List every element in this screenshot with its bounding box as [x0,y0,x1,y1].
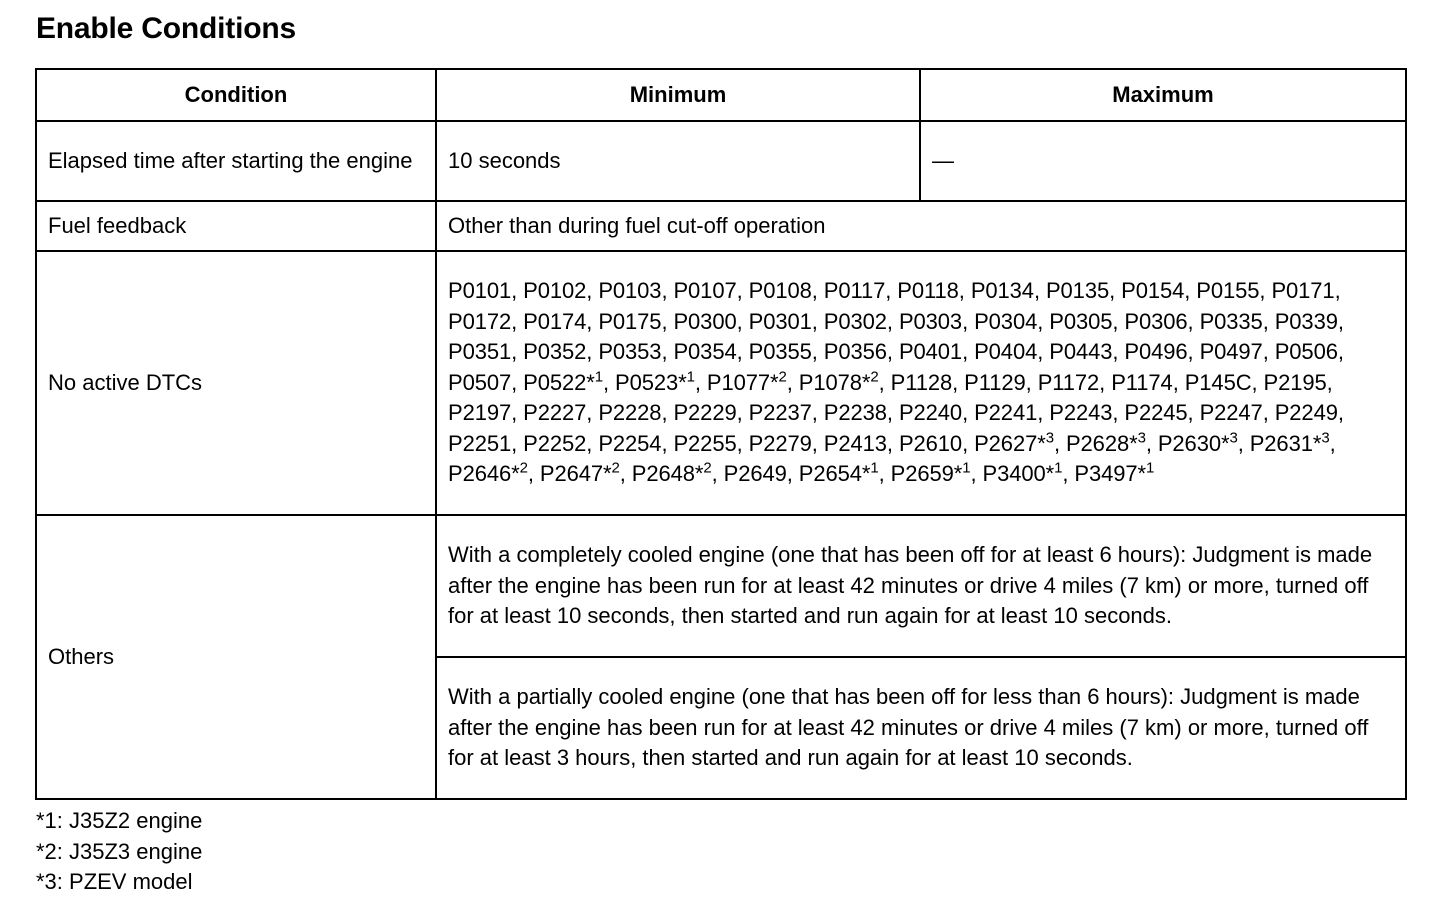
dtc-code: P2241 [974,400,1038,426]
table-row-others-full [36,515,1406,657]
cell-maximum: — [920,121,1406,201]
dtc-code: P1174 [1111,369,1173,395]
dtc-code: P0353 [598,339,662,365]
cell-fully-cooled: With a completely cooled engine (one that has been off for at least 6 hours): Judgment is made after the engine has been run for at least 42 minutes or drive 4 miles (7 km) or more, turned off for at least 10 seconds, then started and run again for at least 10 seconds. [436,515,1406,657]
dtc-code: P0102 [523,277,587,303]
dtc-code: P0171 [1271,277,1335,303]
dtc-code: P0303 [898,308,963,334]
dtc-footnote-marker: 1 [1146,460,1155,478]
dtc-code: P2659 [890,461,954,487]
dtc-code: P0175 [598,308,662,334]
header-condition: Condition [36,69,436,121]
dtc-code: P145C [1184,369,1252,395]
dtc-code: P1129 [964,369,1026,395]
dtc-code: P2247 [1199,400,1263,426]
dtc-code: P0523 [615,369,679,395]
dtc-code: P2237 [748,400,812,426]
dtc-code: P0496 [1124,339,1188,365]
table-row-elapsed-time [36,121,1406,201]
dtc-footnote-marker: 2 [519,460,528,478]
footnote: *3: PZEV model [36,869,193,895]
dtc-code: P0443 [1049,339,1113,365]
dtc-code: P0134 [970,277,1034,303]
dtc-code: P2243 [1049,400,1113,426]
dtc-code: P0522 [523,369,587,395]
dtc-code: P0300 [673,308,737,334]
dtc-code: P2279 [748,430,812,456]
dtc-code: P0401 [898,339,963,365]
dtc-footnote-marker: 3 [1229,429,1238,447]
dtc-code: P2627 [974,430,1038,456]
dtc-code: P0304 [974,308,1038,334]
cell-condition: No active DTCs [36,251,436,515]
cell-condition: Elapsed time after starting the engine [36,121,436,201]
dtc-code: P0354 [673,339,737,365]
cell-partially-cooled: With a partially cooled engine (one that has been off for less than 6 hours): Judgment is made after the engine has been run for at least 42 minutes or drive 4 miles (7 km) or more, turned off for at least 3 hours, then started and run again for at least 10 seconds. [436,657,1406,799]
footnotes [36,806,202,898]
dtc-code: P2648 [631,461,695,487]
dtc-code: P0507 [448,369,512,395]
dtc-code: P0356 [823,339,887,365]
dtc-code: P0355 [748,339,812,365]
dtc-code: P2649 [723,461,787,487]
dtc-code: P2254 [598,430,662,456]
dtc-footnote-marker: 2 [611,460,620,478]
dtc-code: P2195 [1263,369,1327,395]
dtc-code: P2249 [1274,400,1338,426]
dtc-code: P0172 [448,308,512,334]
dtc-code: P1128 [890,369,953,395]
dtc-footnote-marker: 1 [594,368,603,386]
dtc-code: P0506 [1274,339,1338,365]
dtc-code: P0335 [1199,308,1263,334]
dtc-code: P1077 [706,369,771,395]
dtc-footnote-marker: 3 [1045,429,1054,447]
dtc-code: P0305 [1049,308,1113,334]
dtc-code: P2229 [673,400,737,426]
dtc-code: P0404 [974,339,1038,365]
dtc-footnote-marker: 3 [1137,429,1146,447]
dtc-code: P2630 [1157,430,1221,456]
dtc-footnote-marker: 1 [686,368,695,386]
cell-condition: Others [36,515,436,799]
enable-conditions-table [35,68,1407,800]
dtc-code: P0301 [748,308,812,334]
dtc-code: P0352 [523,339,587,365]
dtc-code: P0118 [897,277,959,303]
dtc-footnote-marker: 2 [703,460,712,478]
dtc-code: P2245 [1124,400,1188,426]
dtc-footnote-marker: 1 [962,460,971,478]
dtc-footnote-marker: 1 [870,460,879,478]
dtc-code: P0302 [823,308,887,334]
dtc-code: P2240 [898,400,963,426]
dtc-code: P3497 [1074,461,1138,487]
dtc-code: P0154 [1121,277,1185,303]
dtc-code: P2251 [448,430,512,456]
page-title: Enable Conditions [36,12,296,45]
dtc-code: P2647 [539,461,603,487]
dtc-code: P2413 [823,430,887,456]
footnote: *2: J35Z3 engine [36,838,203,864]
dtc-code: P0351 [448,339,512,365]
table-row-no-active-dtcs [36,251,1406,515]
header-minimum: Minimum [436,69,920,121]
dtc-code: P2654 [798,461,862,487]
dtc-code: P2227 [523,400,587,426]
dtc-code: P0103 [598,277,662,303]
dtc-code: P2631 [1249,430,1313,456]
dtc-code: P2628 [1065,430,1130,456]
dtc-code: P2255 [673,430,737,456]
table-header-row [36,69,1406,121]
dtc-code: P0339 [1274,308,1338,334]
dtc-footnote-marker: 2 [778,368,787,386]
dtc-code: P2646 [448,461,512,487]
dtc-code: P0135 [1045,277,1110,303]
dtc-code: P0155 [1196,277,1260,303]
dtc-code: P3400 [982,461,1046,487]
dtc-code: P0174 [523,308,587,334]
dtc-code: P1078 [798,369,862,395]
header-maximum: Maximum [920,69,1406,121]
dtc-footnote-marker: 3 [1321,429,1330,447]
dtc-footnote-marker: 1 [1054,460,1063,478]
dtc-code: P0108 [748,277,812,303]
dtc-code: P0117 [823,277,886,303]
dtc-footnote-marker: 2 [870,368,879,386]
cell-minimum: 10 seconds [436,121,920,201]
dtc-code: P2228 [598,400,662,426]
dtc-code: P1172 [1037,369,1100,395]
dtc-code: P0497 [1199,339,1263,365]
cell-condition: Fuel feedback [36,201,436,251]
footnote: *1: J35Z2 engine [36,808,203,833]
dtc-code: P2610 [898,430,963,456]
dtc-code: P0306 [1124,308,1188,334]
cell-value: Other than during fuel cut-off operation [436,201,1406,251]
dtc-list: P0101, P0102, P0103, P0107, P0108, P0117, P0118, P0134, P0135, P0154, P0155, P0171, P0172, P0174, P0175, P0300, P0301, P0302, P0303, P0304, P0305, P0306, P0335, P0339, P0351, P0352, P0353, P0354, P0355, P0356, P0401, P0404, P0443, P0496, P0497, P0506, P0507, P0522*$^1$, P0523*$^1$, P1077*$^2$, P1078*$^2$, P1128, P1129, P1172, P1174, P145C, P2195, P2197, P2227, P2228, P2229, P2237, P2238, P2240, P2241, P2243, P2245, P2247, P2249, P2251, P2252, P2254, P2255, P2279, P2413, P2610, P2627*$^3$, P2628*$^3$, P2630*$^3$, P2631*$^3$, P2646*$^2$, P2647*$^2$, P2648*$^2$, P2649, P2654*$^1$, P2659*$^1$, P3400*$^1$, P3497*$^1$ [436,251,1406,515]
dtc-code: P0101 [448,277,512,303]
dtc-code: P2252 [523,430,587,456]
dtc-code: P2197 [448,400,512,426]
dtc-code: P2238 [823,400,887,426]
dtc-code: P0107 [673,277,737,303]
table-row-fuel-feedback [36,201,1406,251]
